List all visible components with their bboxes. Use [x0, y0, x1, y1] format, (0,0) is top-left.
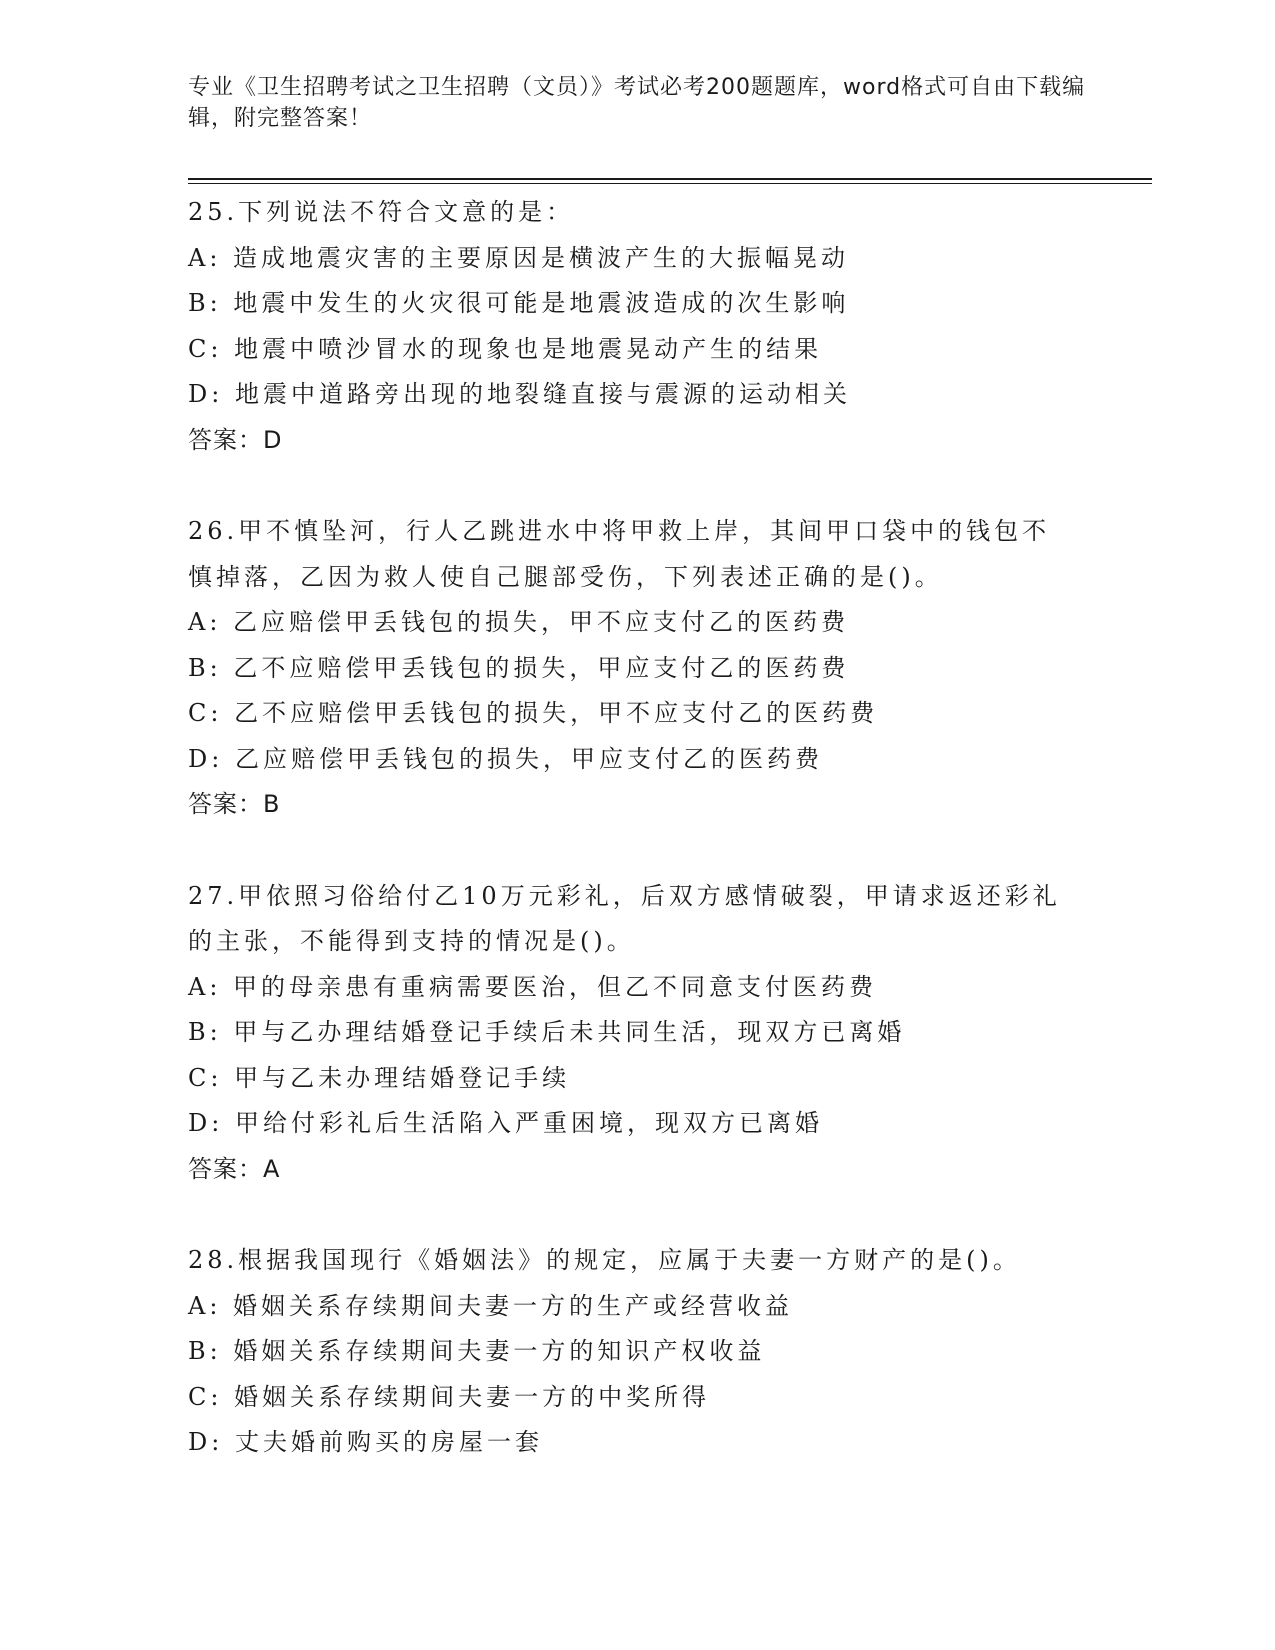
header-rule-thick	[188, 178, 1152, 180]
option-d: D: 地震中道路旁出现的地裂缝直接与震源的运动相关	[188, 380, 851, 408]
document-header: 专业《卫生招聘考试之卫生招聘（文员）》考试必考200题题库，word格式可自由下载编辑，附完整答案！	[188, 75, 1086, 131]
option-d: D: 甲给付彩礼后生活陷入严重困境，现双方已离婚	[188, 1109, 823, 1137]
question-25	[188, 190, 1088, 463]
answer-line: 答案：A	[188, 1154, 281, 1183]
option-a: A: 甲的母亲患有重病需要医治，但乙不同意支付医药费	[188, 972, 878, 1001]
question-stem: 25.下列说法不符合文意的是：	[188, 198, 575, 226]
question-list	[188, 190, 1088, 1512]
question-stem: 26.甲不慎坠河，行人乙跳进水中将甲救上岸，其间甲口袋中的钱包不慎掉落，乙因为救人使自己腿部受伤，下列表述正确的是()。	[188, 517, 1051, 591]
option-b: B: 乙不应赔偿甲丢钱包的损失，甲应支付乙的医药费	[188, 653, 850, 682]
question-stem: 28.根据我国现行《婚姻法》的规定，应属于夫妻一方财产的是()。	[188, 1246, 1021, 1274]
option-a: A: 乙应赔偿甲丢钱包的损失，甲不应支付乙的医药费	[188, 608, 850, 636]
option-d: D: 丈夫婚前购买的房屋一套	[188, 1428, 543, 1456]
question-stem: 27.甲依照习俗给付乙10万元彩礼，后双方感情破裂，甲请求返还彩礼的主张，不能得到支持的情况是()。	[188, 881, 1061, 955]
option-b: B: 地震中发生的火灾很可能是地震波造成的次生影响	[188, 289, 850, 317]
option-c: C: 甲与乙未办理结婚登记手续	[188, 1063, 571, 1092]
question-26	[188, 509, 1088, 828]
answer-line: 答案：B	[188, 790, 281, 818]
answer-line: 答案：D	[188, 425, 283, 454]
question-27	[188, 874, 1088, 1193]
option-b: B: 甲与乙办理结婚登记手续后未共同生活，现双方已离婚	[188, 1018, 906, 1046]
question-28	[188, 1238, 1088, 1466]
option-b: B: 婚姻关系存续期间夫妻一方的知识产权收益	[188, 1337, 766, 1365]
option-c: C: 地震中喷沙冒水的现象也是地震晃动产生的结果	[188, 334, 823, 363]
option-a: A: 婚姻关系存续期间夫妻一方的生产或经营收益	[188, 1291, 794, 1320]
option-d: D: 乙应赔偿甲丢钱包的损失，甲应支付乙的医药费	[188, 744, 823, 773]
header-rule-thin	[188, 183, 1152, 184]
option-a: A: 造成地震灾害的主要原因是横波产生的大振幅晃动	[188, 243, 850, 272]
option-c: C: 乙不应赔偿甲丢钱包的损失，甲不应支付乙的医药费	[188, 699, 879, 727]
option-c: C: 婚姻关系存续期间夫妻一方的中奖所得	[188, 1382, 711, 1411]
